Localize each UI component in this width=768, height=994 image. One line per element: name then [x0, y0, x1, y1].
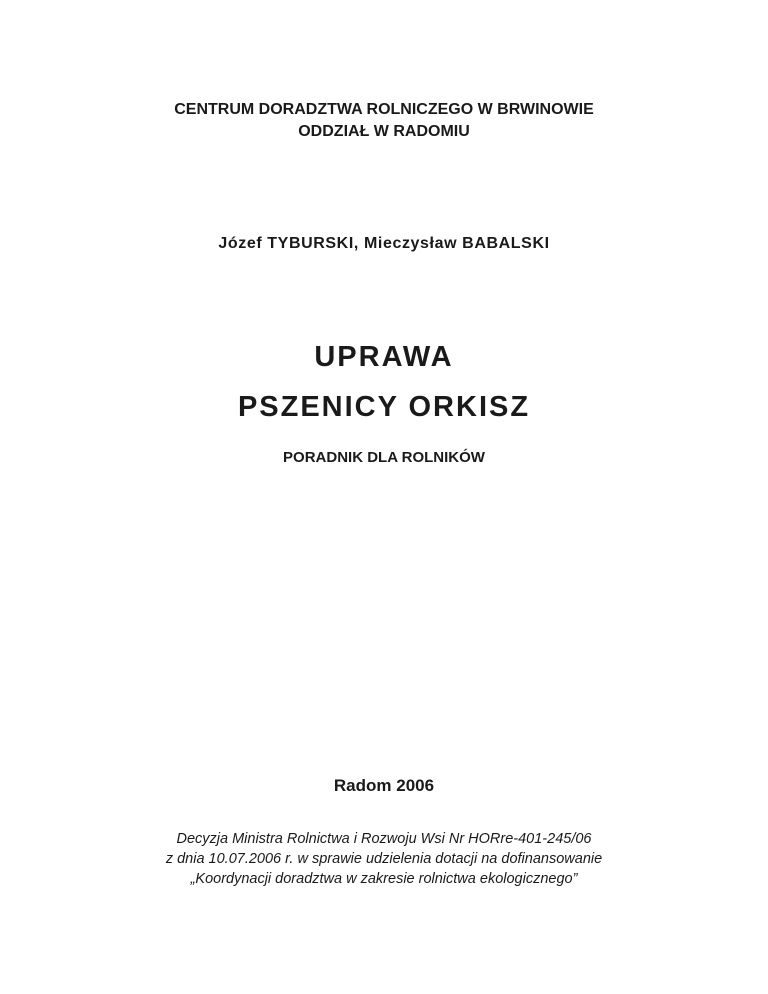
funding-note-line1: Decyzja Ministra Rolnictwa i Rozwoju Wsi Nr HORre-401-245/06	[176, 831, 592, 847]
funding-note-line2: z dnia 10.07.2006 r. w sprawie udzielenia dotacji na dofinansowanie	[165, 851, 603, 867]
book-title-line2: PSZENICY ORKISZ	[237, 391, 531, 423]
institution-branch: ODDZIAŁ W RADOMIU	[298, 123, 470, 140]
institution-name: CENTRUM DORADZTWA ROLNICZEGO W BRWINOWIE	[174, 101, 594, 118]
place-and-year: Radom 2006	[333, 776, 435, 795]
book-subtitle: PORADNIK DLA ROLNIKÓW	[283, 449, 485, 466]
book-title-line1: UPRAWA	[314, 341, 454, 373]
funding-note-line3: „Koordynacji doradztwa w zakresie rolnictwa ekologicznego”	[190, 871, 578, 887]
authors: Józef TYBURSKI, Mieczysław BABALSKI	[218, 235, 550, 252]
